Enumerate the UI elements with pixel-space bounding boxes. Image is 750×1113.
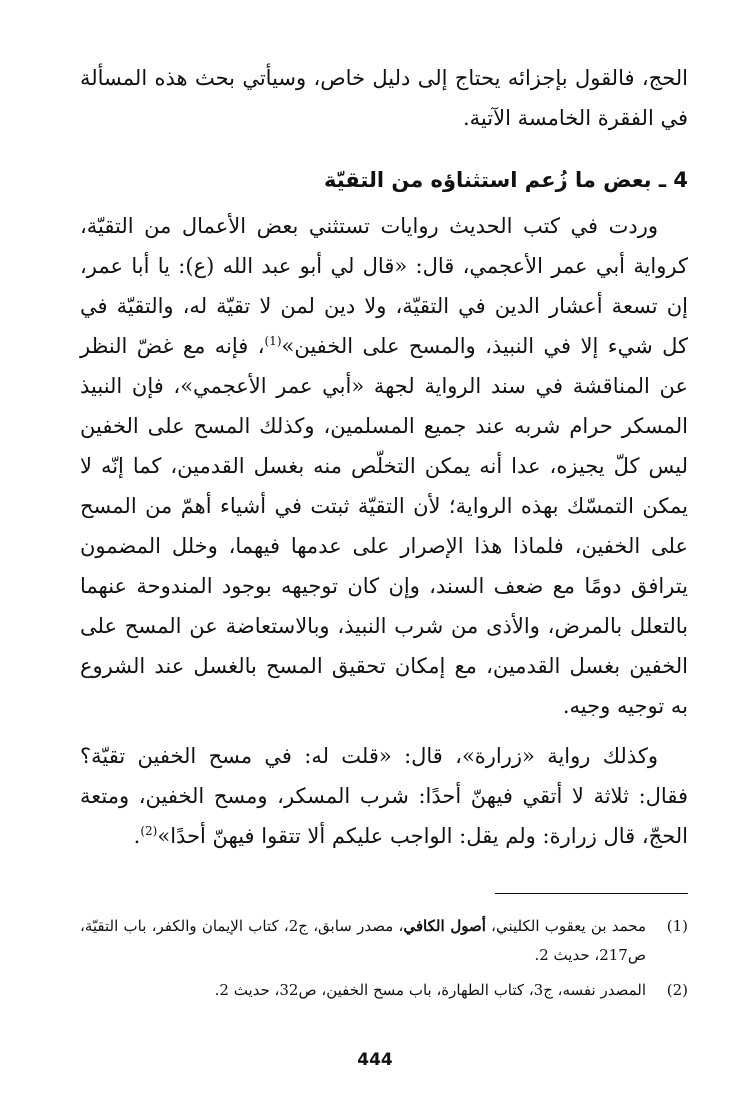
paragraph-1-text-a: وردت في كتب الحديث روايات تستثني بعض الأعمال من التقيّة، كرواية أبي عمر الأعجمي، قال: «قال لي أبو عبد الله (ع): يا أبا عمر، إن تسعة أعشار الدين في التقيّة، ولا دين لمن لا تقيّة له، والتقيّة في كل شيء إلا في النبيذ، والمسح على الخفين» [80,214,689,358]
footnote-number-1: (1) [666,917,688,935]
footnote-2 [80,976,688,1005]
page-number: 444 [357,1050,393,1070]
intro-paragraph: الحج، فالقول بإجزائه يحتاج إلى دليل خاص، وسيأتي بحث هذه المسألة في الفقرة الخامسة الآتية. [80,66,688,130]
paragraph-1 [80,206,688,726]
footnotes [80,912,688,1011]
footnote-citation: ، مصدر سابق، ج2، كتاب الإيمان والكفر، باب التقيّة، ص217، حديث 2. [80,917,646,964]
footnote-author: محمد بن يعقوب الكليني، [485,917,647,935]
section-heading: 4 ـ بعض ما زُعم استثناؤه من التقيّة [323,168,688,192]
footnote-text-1 [80,912,646,970]
paragraph-2-text: وكذلك رواية «زرارة»، قال: «قلت له: في مسح الخفين تقيّة؟ فقال: ثلاثة لا أتقي فيهنّ أحدًا: شرب المسكر، ومسح الخفين، ومتعة الحجّ، قال زرارة: ولم يقل: الواجب عليكم ألا تتقوا فيهنّ أحدًا» [80,744,688,848]
footnote-number-2: (2) [666,981,688,999]
footnote-separator [495,893,688,894]
page-body [80,58,688,856]
footnote-text-2: المصدر نفسه، ج3، كتاب الطهارة، باب مسح الخفين، ص32، حديث 2. [214,981,646,999]
paragraph-2 [80,736,688,856]
paragraph-1-text-b: ، فإنه مع غضّ النظر عن المناقشة في سند الرواية لجهة «أبي عمر الأعجمي»، فإن النبيذ المسكر حرام شربه عند جميع المسلمين، وكذلك المسح على الخفين ليس كلّ يجيزه، عدا أنه يمكن التخلّص منه بغسل القدمين، كما إنّه لا يمكن التمسّك بهذه الرواية؛ لأن التقيّة ثبتت في أشياء أهمّ من المسح على الخفين، فلماذا هذا الإصرار على عدمها فيهما، وخلل المضمون يترافق دومًا مع ضعف السند، وإن كان توجيهه بوجود المندوحة عنهما بالتعلل بالمرض، والأذى من شرب النبيذ، وبالاستعاضة عن المسح على الخفين بغسل القدمين، مع إمكان تحقيق المسح بالغسل عند الشروع به توجيه وجيه. [80,334,688,718]
paragraph-2-end: . [133,824,141,848]
footnote-ref-2[interactable]: (2) [140,824,158,838]
footnote-1 [80,912,688,970]
footnote-ref-1[interactable]: (1) [264,334,282,348]
footnote-book-title: أصول الكافي [403,917,486,935]
